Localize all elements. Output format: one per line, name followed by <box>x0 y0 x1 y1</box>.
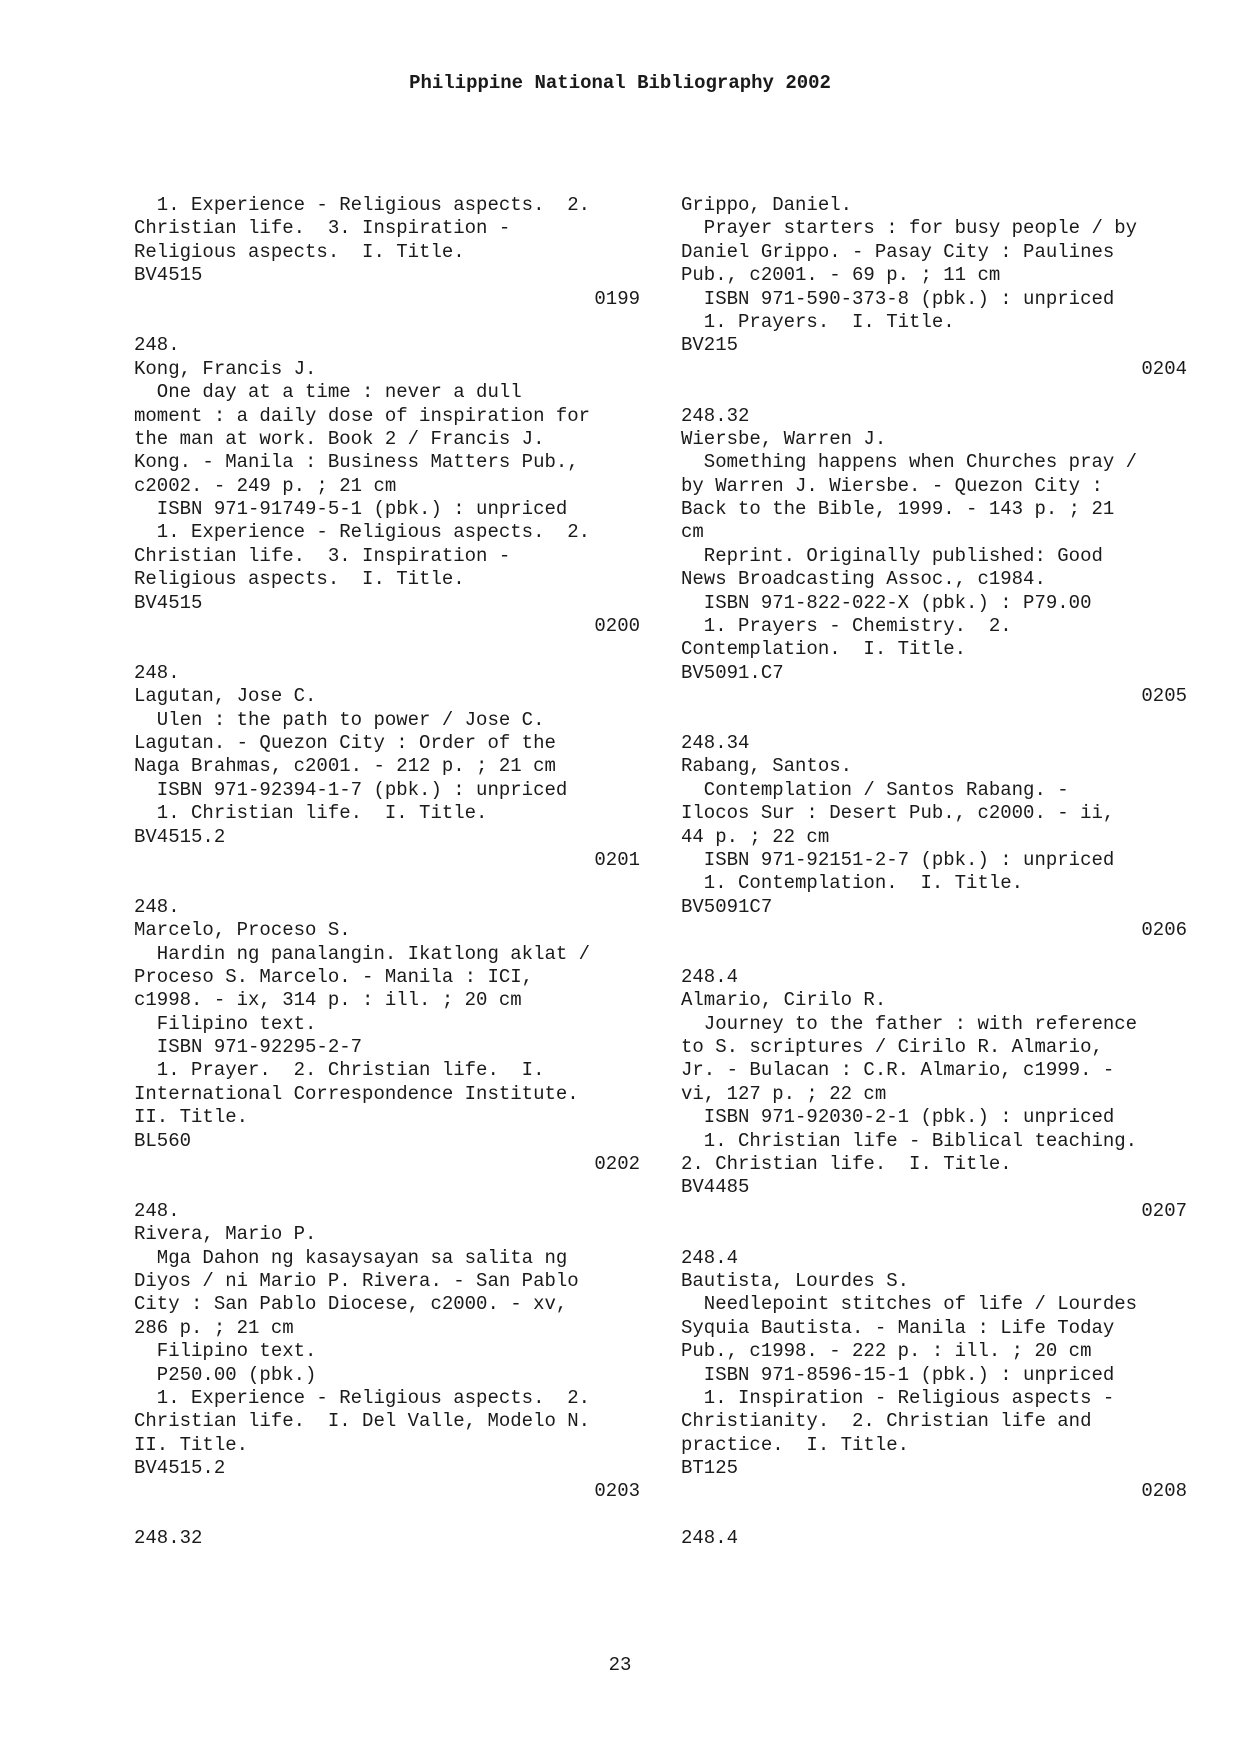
entry-line: 248.4 <box>681 965 739 988</box>
entry-line: Diyos / ni Mario P. Rivera. - San Pablo <box>134 1269 579 1292</box>
entry-line: Naga Brahmas, c2001. - 212 p. ; 21 cm <box>134 755 556 778</box>
entry-line: Journey to the father : with reference <box>681 1012 1138 1035</box>
entry-line: Lagutan, Jose C. <box>134 685 317 708</box>
entry-line: 1. Christian life - Biblical teaching. <box>681 1129 1138 1152</box>
record-number: 0206 <box>1141 919 1187 942</box>
entry-line: 1. Prayers - Chemistry. 2. <box>681 615 1012 638</box>
entry-line: Prayer starters : for busy people / by <box>681 217 1138 240</box>
entry-line: Back to the Bible, 1999. - 143 p. ; 21 <box>681 498 1115 521</box>
entry-line: c2002. - 249 p. ; 21 cm <box>134 474 397 497</box>
entry-line: Ilocos Sur : Desert Pub., c2000. - ii, <box>681 802 1115 825</box>
entry-line: 1. Experience - Religious aspects. 2. <box>134 1386 591 1409</box>
entry-line: Contemplation / Santos Rabang. - <box>681 778 1069 801</box>
entry-line: 2. Christian life. I. Title. <box>681 1153 1012 1176</box>
entry-line: ISBN 971-91749-5-1 (pbk.) : unpriced <box>134 498 568 521</box>
blank-line <box>681 709 1187 732</box>
entry-line: c1998. - ix, 314 p. : ill. ; 20 cm <box>134 989 522 1012</box>
entry-line: Religious aspects. I. Title. <box>134 240 465 263</box>
entry-line: Proceso S. Marcelo. - Manila : ICI, <box>134 965 534 988</box>
entry-line: to S. scriptures / Cirilo R. Almario, <box>681 1036 1103 1059</box>
record-number: 0201 <box>594 848 640 871</box>
entry-line: Syquia Bautista. - Manila : Life Today <box>681 1316 1115 1339</box>
entry-line: Ulen : the path to power / Jose C. <box>134 708 545 731</box>
entry-line: ISBN 971-92394-1-7 (pbk.) : unpriced <box>134 778 568 801</box>
entry-line: 1. Prayer. 2. Christian life. I. <box>134 1059 545 1082</box>
page-number: 23 <box>608 1654 632 1676</box>
entry-line: 248.32 <box>134 1527 203 1550</box>
entry-line: Religious aspects. I. Title. <box>134 568 465 591</box>
entry-line: ISBN 971-822-022-X (pbk.) : P79.00 <box>681 591 1092 614</box>
entry-line: BV4485 <box>681 1176 750 1199</box>
entry-line: 248.32 <box>681 404 750 427</box>
entry-line: ISBN 971-92030-2-1 (pbk.) : unpriced <box>681 1106 1115 1129</box>
blank-line <box>681 1223 1187 1246</box>
entry-line: 248. <box>134 895 180 918</box>
entry-line: 1. Inspiration - Religious aspects - <box>681 1386 1115 1409</box>
entry-line: Reprint. Originally published: Good <box>681 544 1103 567</box>
blank-line <box>134 1176 640 1199</box>
entry-line: Daniel Grippo. - Pasay City : Paulines <box>681 240 1115 263</box>
record-number: 0207 <box>1141 1199 1187 1222</box>
entry-line: P250.00 (pbk.) <box>134 1363 317 1386</box>
entry-line: 248. <box>134 1199 180 1222</box>
entry-line: Wiersbe, Warren J. <box>681 427 887 450</box>
entry-line: BV4515.2 <box>134 825 226 848</box>
entry-line: International Correspondence Institute. <box>134 1082 579 1105</box>
entry-line: Rivera, Mario P. <box>134 1223 317 1246</box>
entry-line: ISBN 971-590-373-8 (pbk.) : unpriced <box>681 287 1115 310</box>
entry-line: Almario, Cirilo R. <box>681 989 887 1012</box>
entry-line: the man at work. Book 2 / Francis J. <box>134 427 545 450</box>
entry-line: Christian life. I. Del Valle, Modelo N. <box>134 1410 591 1433</box>
record-number: 0199 <box>594 287 640 310</box>
bibliography-column-left <box>134 194 640 1551</box>
entry-line: Christianity. 2. Christian life and <box>681 1410 1092 1433</box>
entry-line: Mga Dahon ng kasaysayan sa salita ng <box>134 1246 568 1269</box>
entry-line: 248. <box>134 661 180 684</box>
entry-line: BV4515.2 <box>134 1457 226 1480</box>
entry-line: City : San Pablo Diocese, c2000. - xv, <box>134 1293 568 1316</box>
entry-line: Kong. - Manila : Business Matters Pub., <box>134 451 579 474</box>
record-number: 0203 <box>594 1480 640 1503</box>
entry-line: Marcelo, Proceso S. <box>134 919 351 942</box>
blank-line <box>134 638 640 661</box>
entry-line: 1. Experience - Religious aspects. 2. <box>134 194 591 216</box>
entry-line: by Warren J. Wiersbe. - Quezon City : <box>681 474 1103 497</box>
record-number: 0205 <box>1141 685 1187 708</box>
entry-line: ISBN 971-92151-2-7 (pbk.) : unpriced <box>681 848 1115 871</box>
entry-line: BL560 <box>134 1129 192 1152</box>
blank-line <box>681 1504 1187 1527</box>
entry-line: 1. Prayers. I. Title. <box>681 310 955 333</box>
entry-line: 248.4 <box>681 1527 739 1550</box>
blank-line <box>134 311 640 334</box>
entry-line: 248.34 <box>681 731 750 754</box>
entry-line: BV4515 <box>134 591 203 614</box>
entry-line: vi, 127 p. ; 22 cm <box>681 1082 887 1105</box>
entry-line: II. Title. <box>134 1433 249 1456</box>
bibliography-column-right <box>681 194 1187 1551</box>
entry-line: cm <box>681 521 704 544</box>
entry-line: BT125 <box>681 1457 739 1480</box>
page-title: Philippine National Bibliography 2002 <box>409 72 831 94</box>
entry-line: BV215 <box>681 334 739 357</box>
entry-line: 248.4 <box>681 1246 739 1269</box>
entry-line: 44 p. ; 22 cm <box>681 825 830 848</box>
entry-line: II. Title. <box>134 1106 249 1129</box>
entry-line: Filipino text. <box>134 1340 317 1363</box>
record-number: 0200 <box>594 615 640 638</box>
entry-line: Needlepoint stitches of life / Lourdes <box>681 1293 1138 1316</box>
blank-line <box>134 872 640 895</box>
entry-line: Something happens when Churches pray / <box>681 451 1138 474</box>
entry-line: BV4515 <box>134 264 203 287</box>
entry-line: Rabang, Santos. <box>681 755 853 778</box>
record-number: 0208 <box>1141 1480 1187 1503</box>
entry-line: Pub., c1998. - 222 p. : ill. ; 20 cm <box>681 1340 1092 1363</box>
blank-line <box>681 381 1187 404</box>
entry-line: BV5091.C7 <box>681 661 784 684</box>
entry-line: ISBN 971-92295-2-7 <box>134 1036 363 1059</box>
entry-line: moment : a daily dose of inspiration for <box>134 404 591 427</box>
record-number: 0202 <box>594 1153 640 1176</box>
entry-line: practice. I. Title. <box>681 1433 910 1456</box>
entry-line: Hardin ng panalangin. Ikatlong aklat / <box>134 942 591 965</box>
entry-line: Lagutan. - Quezon City : Order of the <box>134 731 556 754</box>
entry-line: Jr. - Bulacan : C.R. Almario, c1999. - <box>681 1059 1115 1082</box>
entry-line: Contemplation. I. Title. <box>681 638 967 661</box>
entry-line: Filipino text. <box>134 1012 317 1035</box>
entry-line: BV5091C7 <box>681 895 773 918</box>
entry-line: 286 p. ; 21 cm <box>134 1316 294 1339</box>
entry-line: Christian life. 3. Inspiration - <box>134 544 511 567</box>
entry-line: 1. Experience - Religious aspects. 2. <box>134 521 591 544</box>
entry-line: Bautista, Lourdes S. <box>681 1269 910 1292</box>
blank-line <box>681 943 1187 966</box>
entry-line: 1. Contemplation. I. Title. <box>681 872 1024 895</box>
blank-line <box>134 1504 640 1527</box>
entry-line: Grippo, Daniel. <box>681 194 853 216</box>
entry-line: One day at a time : never a dull <box>134 381 522 404</box>
entry-line: Pub., c2001. - 69 p. ; 11 cm <box>681 264 1001 287</box>
entry-line: Christian life. 3. Inspiration - <box>134 217 511 240</box>
entry-line: 1. Christian life. I. Title. <box>134 802 488 825</box>
entry-line: ISBN 971-8596-15-1 (pbk.) : unpriced <box>681 1363 1115 1386</box>
entry-line: 248. <box>134 334 180 357</box>
entry-line: Kong, Francis J. <box>134 357 317 380</box>
entry-line: News Broadcasting Assoc., c1984. <box>681 568 1046 591</box>
record-number: 0204 <box>1141 357 1187 380</box>
